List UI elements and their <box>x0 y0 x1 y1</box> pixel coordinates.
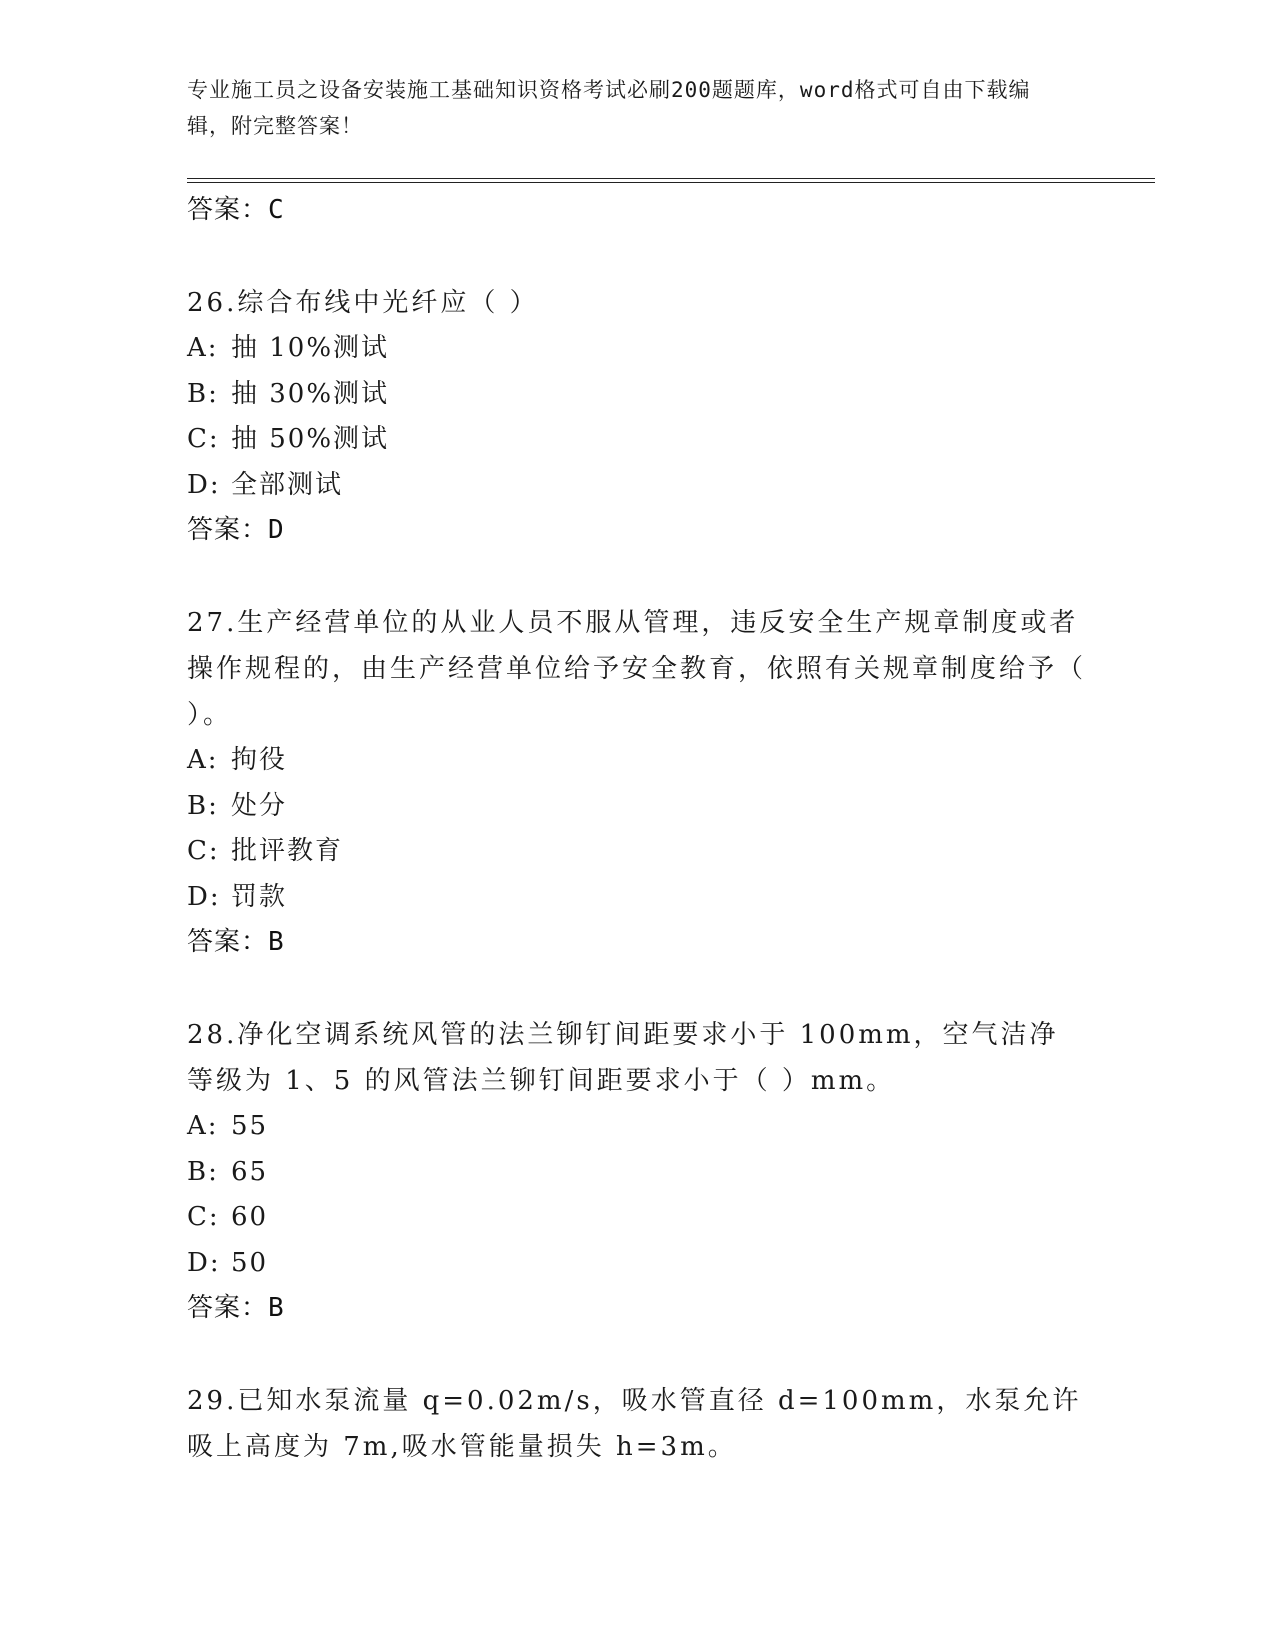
option-a <box>187 738 1087 784</box>
option-key: D: <box>187 881 221 912</box>
option-d <box>187 875 1087 921</box>
option-d <box>187 463 1087 509</box>
option-b <box>187 784 1087 830</box>
question-answer: 答案：B <box>187 1293 285 1323</box>
option-text: 抽 10%测试 <box>231 333 390 363</box>
option-key: D: <box>187 1247 221 1278</box>
option-a <box>187 1104 1087 1150</box>
option-text: 65 <box>231 1156 269 1187</box>
option-c <box>187 829 1087 875</box>
option-d <box>187 1241 1087 1287</box>
question-answer: 答案：D <box>187 515 285 545</box>
option-key: B: <box>187 378 219 409</box>
option-text: 处分 <box>231 790 288 821</box>
option-key: C: <box>187 424 220 454</box>
question-stem: 26.综合布线中光纤应（ ） <box>187 288 539 318</box>
question-29 <box>187 1378 1087 1470</box>
previous-answer: 答案：C <box>187 195 285 225</box>
option-key: C: <box>187 836 220 866</box>
question-answer: 答案：B <box>187 927 285 957</box>
option-text: 抽 50%测试 <box>231 424 390 454</box>
option-c <box>187 1195 1087 1241</box>
question-stem: 29.已知水泵流量 q=0.02m/s，吸水管直径 d=100mm，水泵允许吸上高度为 7m,吸水管能量损失 h=3m。 <box>187 1386 1082 1462</box>
document-header: 专业施工员之设备安装施工基础知识资格考试必刷200题题库，word格式可自由下载编辑，附完整答案！ <box>187 78 1031 138</box>
option-b <box>187 372 1087 418</box>
option-c <box>187 417 1087 463</box>
option-text: 全部测试 <box>231 469 344 500</box>
option-text: 批评教育 <box>231 836 344 866</box>
option-text: 60 <box>231 1202 269 1232</box>
option-text: 抽 30%测试 <box>231 378 390 409</box>
option-text: 50 <box>231 1247 269 1278</box>
option-key: A: <box>187 333 219 363</box>
option-key: B: <box>187 790 219 821</box>
question-stem: 27.生产经营单位的从业人员不服从管理，违反安全生产规章制度或者操作规程的，由生产经营单位给予安全教育，依照有关规章制度给予（ ）。 <box>187 608 1087 730</box>
option-b <box>187 1150 1087 1196</box>
option-key: D: <box>187 469 221 500</box>
document-page <box>187 0 1155 1650</box>
option-text: 罚款 <box>231 881 288 912</box>
question-list <box>187 188 1087 1470</box>
option-key: B: <box>187 1156 219 1187</box>
question-27 <box>187 600 1087 964</box>
option-key: A: <box>187 745 219 775</box>
option-key: C: <box>187 1202 220 1232</box>
question-26 <box>187 280 1087 552</box>
option-a <box>187 326 1087 372</box>
question-28 <box>187 1012 1087 1330</box>
option-text: 拘役 <box>231 745 288 775</box>
question-stem: 28.净化空调系统风管的法兰铆钉间距要求小于 100mm，空气洁净等级为 1、5 的风管法兰铆钉间距要求小于（ ）mm。 <box>187 1020 1059 1096</box>
option-key: A: <box>187 1111 219 1141</box>
header-divider <box>187 178 1155 183</box>
option-text: 55 <box>231 1111 269 1141</box>
